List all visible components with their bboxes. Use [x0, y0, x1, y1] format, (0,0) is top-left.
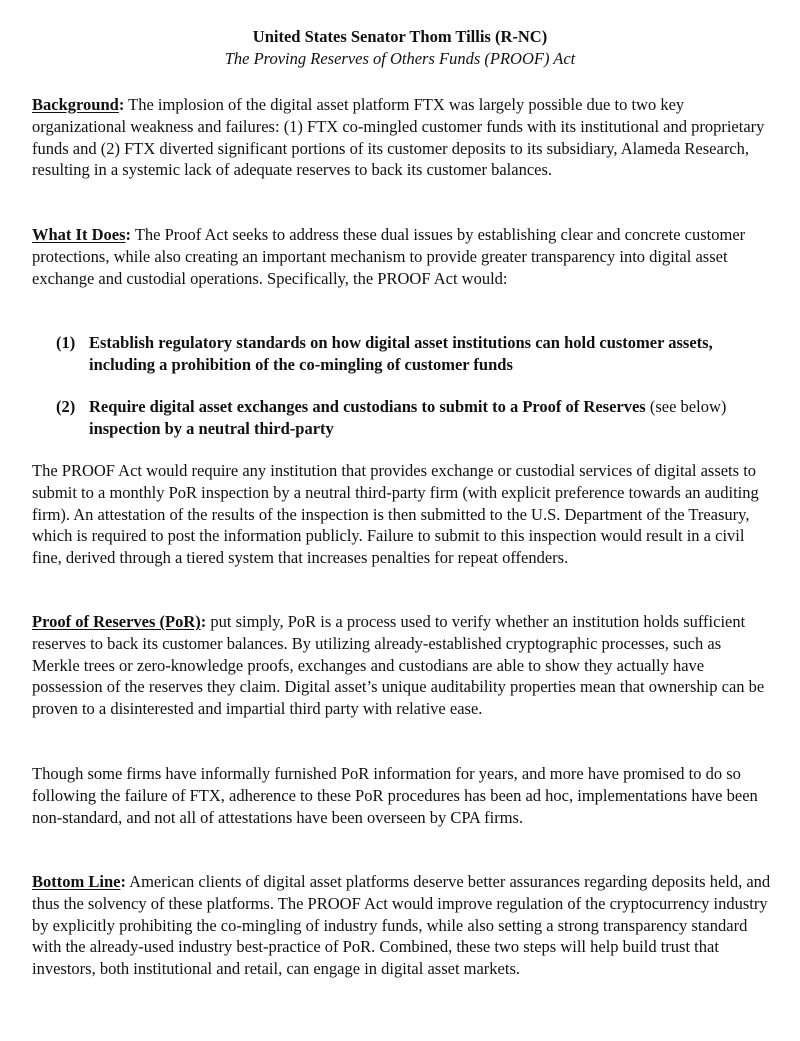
bottom-line-colon: :	[120, 872, 126, 891]
document-subtitle: The Proving Reserves of Others Funds (PROOF) Act	[224, 49, 576, 68]
what-it-does-text: The Proof Act seeks to address these dual issues by establishing clear and concrete customer protections, while also creating an important mechanism to provide greater transparency into digital asset exchange and custodial operations. Specifically, the PROOF Act would:	[32, 225, 746, 288]
proof-of-reserves-heading: Proof of Reserves (PoR)	[32, 612, 201, 631]
list-bold-text: Require digital asset exchanges and custodians to submit to a Proof of Reserves	[89, 397, 646, 416]
proof-of-reserves-text: put simply, PoR is a process used to verify whether an institution holds sufficient reserves to back its customer balances. By utilizing already-established cryptographic processes, such as Merkle trees or zero-knowledge proofs, exchanges and custodians are able to show they actually have possession of the reserves they claim. Digital asset’s unique auditability properties mean that ownership can be proven to a disinterested and impartial third party with relative ease.	[32, 612, 765, 719]
list-text	[89, 396, 772, 440]
proof-act-paragraph: The PROOF Act would require any institution that provides exchange or custodial services of digital assets to submit to a monthly PoR inspection by a neutral third-party firm (with explicit preference towards an auditing firm). An attestation of the results of the inspection is then submitted to the U.S. Department of the Treasury, which is required to post the information publicly. Failure to submit to this inspection would result in a civil fine, derived through a tiered system that increases penalties for repeat offenders.	[32, 461, 759, 568]
list-number: (2)	[56, 397, 76, 416]
what-it-does-colon: :	[125, 225, 131, 244]
background-text: The implosion of the digital asset platform FTX was largely possible due to two key organizational weakness and failures: (1) FTX co-mingled customer funds with its institutional and proprietary funds and (2) FTX diverted significant portions of its customer deposits to its subsidiary, Alameda Research, resulting in a systemic lack of adequate reserves to back its customer balances.	[32, 95, 765, 180]
proof-of-reserves-section	[32, 611, 772, 720]
list-text	[89, 332, 772, 376]
bottom-line-heading: Bottom Line	[32, 872, 121, 891]
bottom-line-text: American clients of digital asset platforms deserve better assurances regarding deposits held, and thus the solvency of these platforms. The PROOF Act would improve regulation of the cryptocurrency industry by explicitly prohibiting the co-mingling of industry funds, while also setting a strong transparency standard with the already-used industry best-practice of PoR. Combined, these two steps will help build trust that investors, both institutional and retail, can engage in digital asset markets.	[32, 872, 771, 979]
background-heading: Background	[32, 95, 119, 114]
list-bold-text-2: inspection by a neutral third-party	[89, 418, 334, 438]
list-plain-text: (see below)	[645, 397, 727, 416]
list-number: (1)	[56, 333, 76, 352]
bottom-line-section	[32, 871, 772, 980]
document-title: United States Senator Thom Tillis (R-NC)	[252, 27, 548, 46]
background-colon: :	[118, 95, 125, 114]
list-item-1	[56, 332, 772, 376]
list-bold-text: Establish regulatory standards on how digital asset institutions can hold customer assets, including a prohibition of the co-mingling of customer funds	[89, 333, 713, 374]
list-item-2	[56, 396, 772, 440]
informal-por-paragraph: Though some firms have informally furnished PoR information for years, and more have promised to do so following the failure of FTX, adherence to these PoR procedures has been ad hoc, implementations have been non-standard, and not all of attestations have been overseen by CPA firms.	[32, 764, 758, 827]
document-header	[0, 26, 800, 70]
background-section	[32, 94, 772, 181]
proof-of-reserves-colon: :	[200, 612, 207, 631]
what-it-does-heading: What It Does	[32, 225, 126, 244]
what-it-does-section	[32, 224, 772, 289]
